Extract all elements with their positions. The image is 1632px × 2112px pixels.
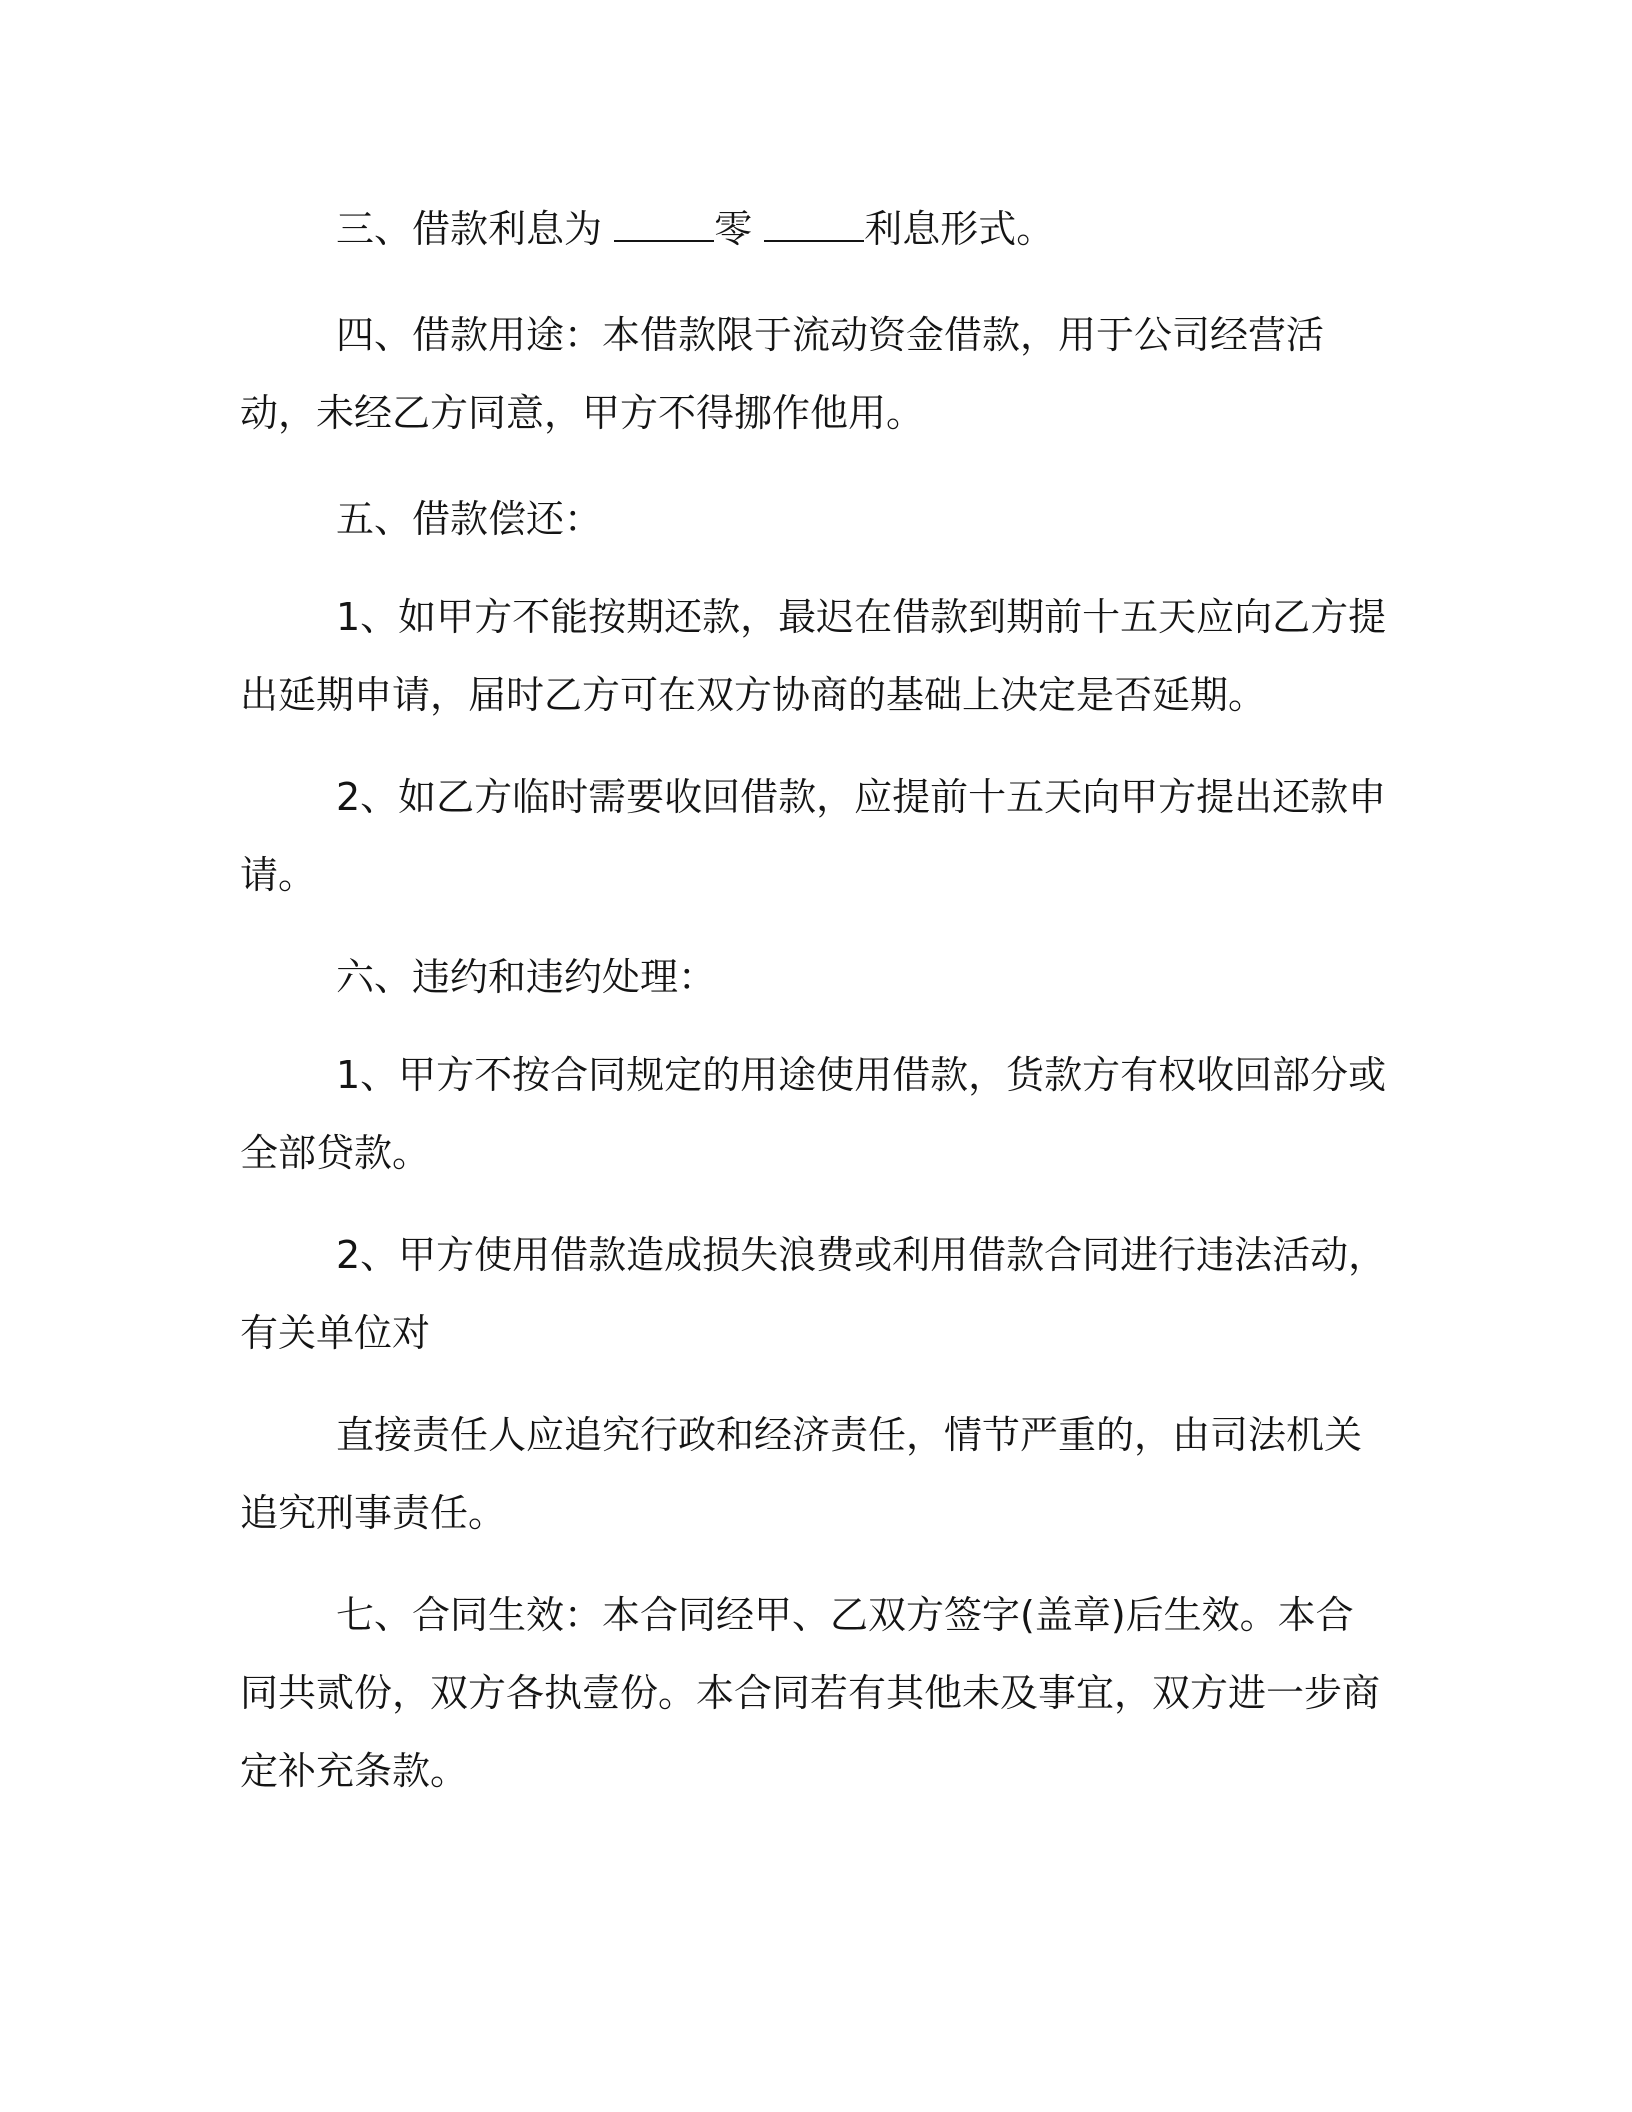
clause-interest-prefix: 三、借款利息为 bbox=[336, 207, 615, 251]
clause-interest bbox=[240, 190, 1390, 268]
interest-blank-2[interactable] bbox=[764, 210, 864, 242]
clause-breach-heading: 六、违约和违约处理： bbox=[336, 955, 717, 999]
clause-repayment-2: 2、如乙方临时需要收回借款，应提前十五天向甲方提出还款申请。 bbox=[240, 775, 1387, 897]
clause-repayment-1: 1、如甲方不能按期还款，最迟在借款到期前十五天应向乙方提出延期申请，届时乙方可在双方协商的基础上决定是否延期。 bbox=[240, 595, 1387, 717]
clause-interest-suffix: 利息形式。 bbox=[864, 207, 1055, 251]
clause-purpose: 四、借款用途：本借款限于流动资金借款，用于公司经营活动，未经乙方同意，甲方不得挪作他用。 bbox=[240, 313, 1325, 435]
clause-breach-2: 2、甲方使用借款造成损失浪费或利用借款合同进行违法活动，有关单位对 bbox=[240, 1233, 1387, 1355]
interest-blank-1[interactable] bbox=[614, 210, 714, 242]
clause-effectiveness: 七、合同生效：本合同经甲、乙双方签字(盖章)后生效。本合同共贰份，双方各执壹份。本合同若有其他未及事宜，双方进一步商定补充条款。 bbox=[240, 1593, 1381, 1793]
clause-breach-2-continued: 直接责任人应追究行政和经济责任，情节严重的，由司法机关追究刑事责任。 bbox=[240, 1413, 1363, 1535]
clause-breach-1: 1、甲方不按合同规定的用途使用借款，货款方有权收回部分或全部贷款。 bbox=[240, 1053, 1387, 1175]
document-page bbox=[240, 190, 1390, 1810]
clause-interest-middle: 零 bbox=[714, 207, 765, 251]
clause-repayment-heading: 五、借款偿还： bbox=[336, 497, 603, 541]
